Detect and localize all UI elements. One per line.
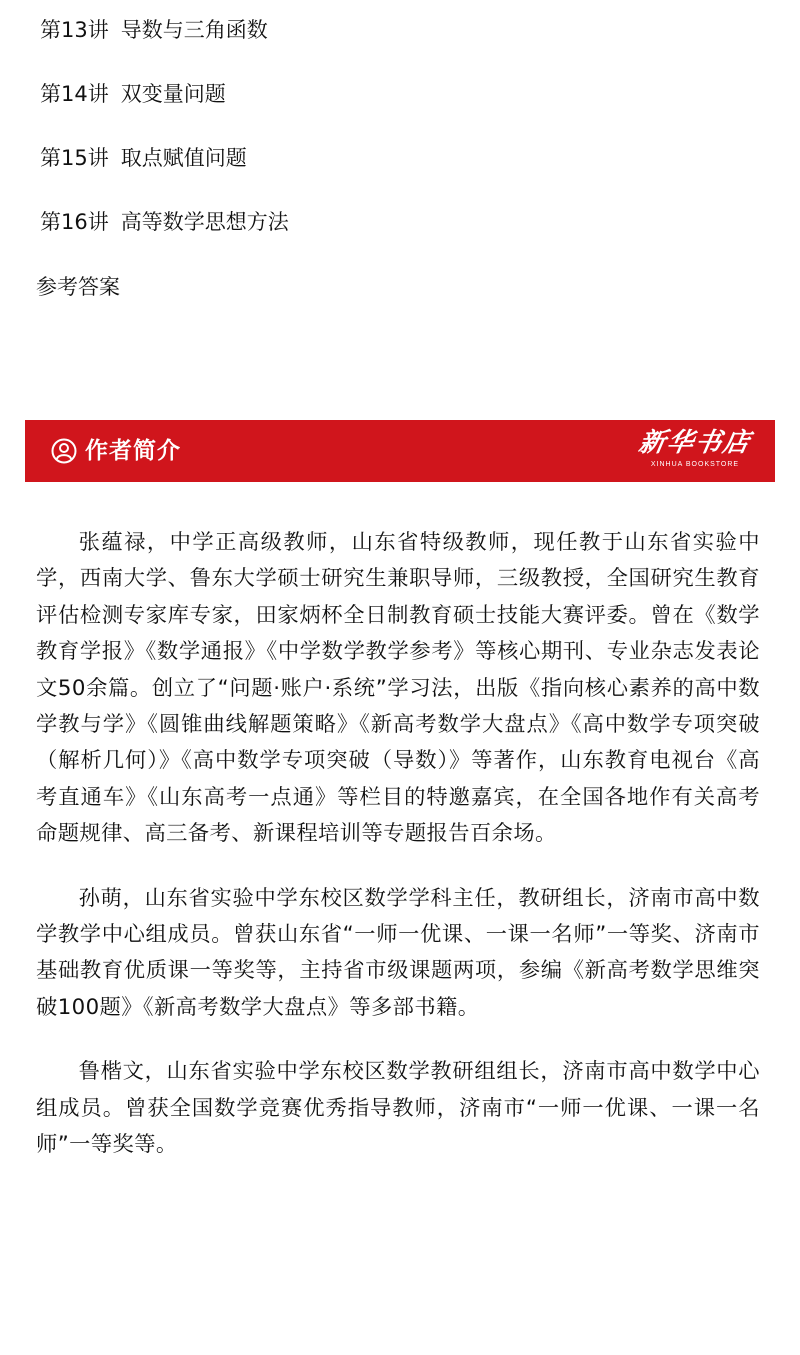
toc-item bbox=[40, 206, 760, 270]
author-bio-paragraph: 张蕴禄，中学正高级教师，山东省特级教师，现任教于山东省实验中学，西南大学、鲁东大学硕士研究生兼职导师，三级教授，全国研究生教育评估检测专家库专家，田家炳杯全日制教育硕士技能大赛评委。曾在《数学教育学报》《数学通报》《中学数学教学参考》等核心期刊、专业杂志发表论文50余篇。创立了“问题·账户·系统”学习法，出版《指向核心素养的高中数学教与学》《圆锥曲线解题策略》《新高考数学大盘点》《高中数学专项突破（解析几何）》《高中数学专项突破（导数）》等著作，山东教育电视台《高考直通车》《山东高考一点通》等栏目的特邀嘉宾，在全国各地作有关高考命题规律、高三备考、新课程培训等专题报告百余场。 bbox=[36, 530, 760, 847]
author-bio-paragraph: 孙萌，山东省实验中学东校区数学学科主任，教研组长，济南市高中数学教学中心组成员。曾获山东省“一师一优课、一课一名师”一等奖、济南市基础教育优质课一等奖等，主持省市级课题两项，参编《新高考数学思维突破100题》《新高考数学大盘点》等多部书籍。 bbox=[36, 885, 760, 1020]
toc-item-title: 高等数学思想方法 bbox=[120, 210, 289, 234]
toc-item-number: 第14讲 bbox=[40, 82, 109, 106]
toc-item-title: 导数与三角函数 bbox=[120, 18, 268, 42]
toc-item bbox=[40, 142, 760, 206]
toc-item bbox=[40, 78, 760, 142]
user-circle-icon bbox=[51, 438, 77, 464]
table-of-contents bbox=[40, 14, 760, 270]
toc-item-title: 取点赋值问题 bbox=[120, 146, 247, 170]
xinhua-bookstore-logo bbox=[636, 426, 754, 476]
logo-script-text: 新华书店 bbox=[636, 428, 754, 458]
logo-subtitle: XINHUA BOOKSTORE bbox=[650, 461, 740, 468]
author-bio-paragraph: 鲁楷文，山东省实验中学东校区数学教研组组长，济南市高中数学中心组成员。曾获全国数学竞赛优秀指导教师，济南市“一师一优课、一课一名师”一等奖等。 bbox=[36, 1059, 760, 1158]
toc-item-number: 第16讲 bbox=[40, 210, 109, 234]
toc-item-number: 第13讲 bbox=[40, 18, 109, 42]
toc-item bbox=[40, 14, 760, 78]
author-intro-banner bbox=[25, 420, 775, 482]
toc-answers-item: 参考答案 bbox=[36, 275, 120, 299]
toc-item-number: 第15讲 bbox=[40, 146, 109, 170]
author-bios bbox=[36, 525, 760, 1192]
toc-item-title: 双变量问题 bbox=[120, 82, 226, 106]
section-title: 作者简介 bbox=[85, 438, 181, 464]
